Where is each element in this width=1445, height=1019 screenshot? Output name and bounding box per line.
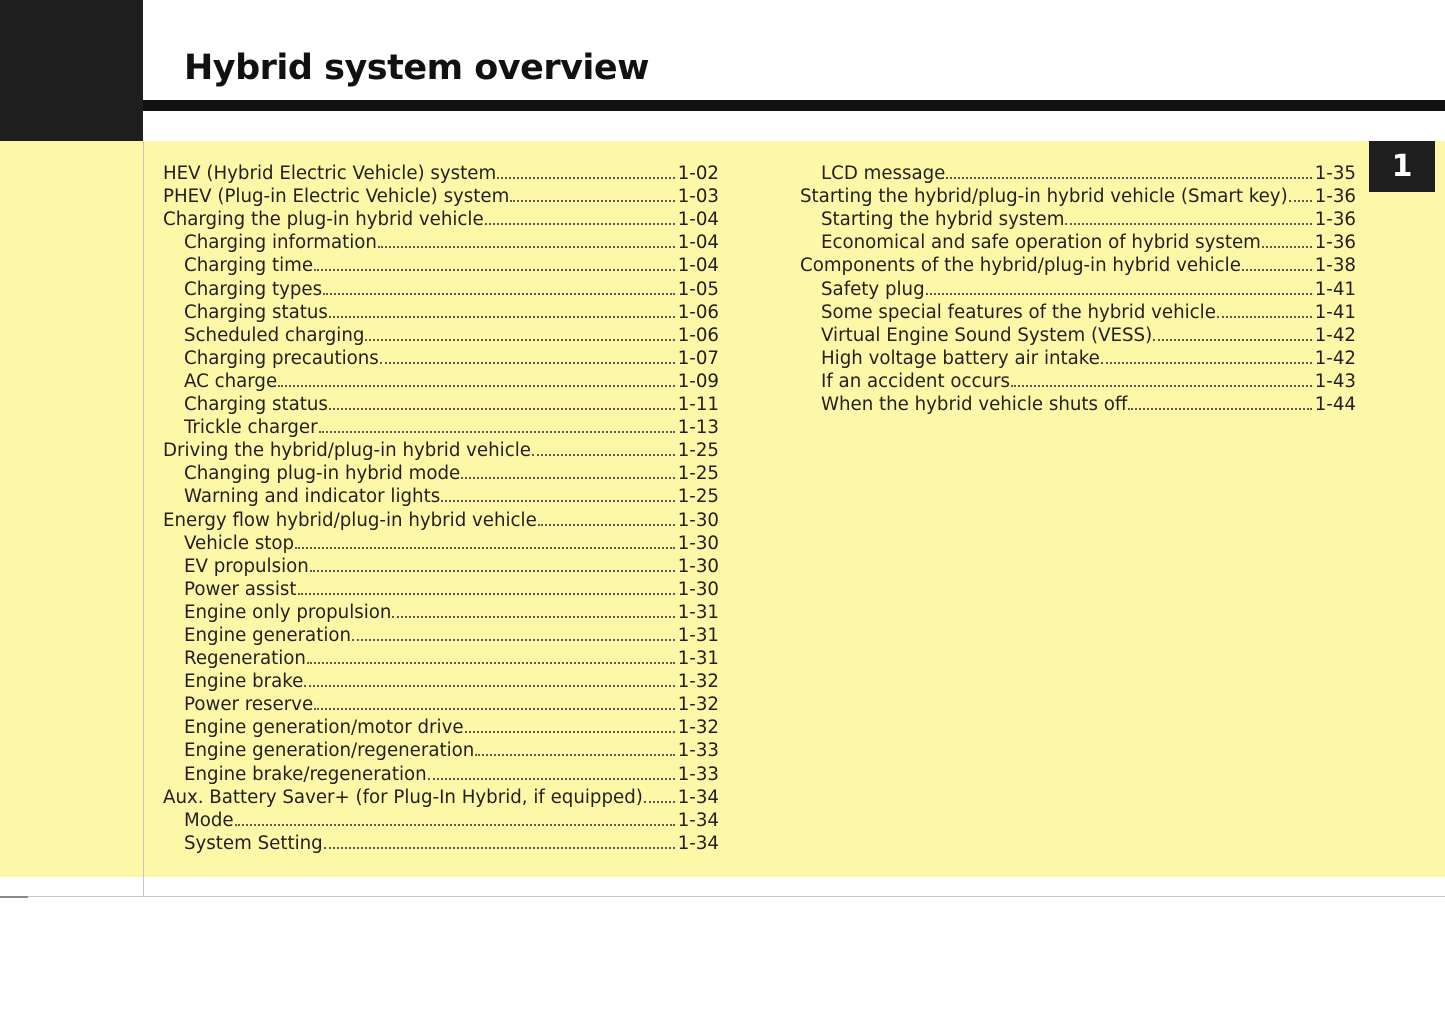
toc-entry-label: LCD message: [821, 163, 946, 185]
toc-entry-label: Regeneration: [184, 648, 306, 670]
toc-leader-dots: [1065, 222, 1311, 225]
toc-entry-page: 1-30: [677, 509, 719, 531]
toc-leader-dots: [298, 592, 675, 595]
toc-leader-dots: [380, 361, 675, 364]
toc-entry-label: Charging precautions: [184, 347, 379, 369]
toc-entry[interactable]: [163, 786, 719, 809]
toc-entry-page: 1-25: [677, 440, 719, 462]
toc-entry-page: 1-09: [677, 370, 719, 392]
toc-entry[interactable]: [163, 393, 719, 416]
toc-entry-page: 1-31: [677, 648, 719, 670]
toc-entry-page: 1-33: [677, 740, 719, 762]
toc-entry-label: Starting the hybrid system: [821, 209, 1065, 231]
toc-entry-page: 1-31: [677, 601, 719, 623]
toc-entry-page: 1-42: [1314, 324, 1356, 346]
toc-entry-page: 1-32: [677, 694, 719, 716]
toc-leader-dots: [329, 315, 675, 318]
toc-entry-page: 1-04: [677, 255, 719, 277]
toc-entry-page: 1-38: [1314, 255, 1356, 277]
toc-leader-dots: [497, 176, 675, 179]
toc-leader-dots: [1217, 315, 1312, 318]
toc-entry[interactable]: [163, 208, 719, 231]
toc-leader-dots: [538, 523, 675, 526]
toc-entry[interactable]: [800, 254, 1356, 277]
toc-entry-label: Components of the hybrid/plug-in hybrid vehicle: [800, 255, 1241, 277]
toc-entry[interactable]: [163, 601, 719, 624]
chapter-tab[interactable]: [1369, 141, 1435, 192]
toc-entry-label: Engine only propulsion: [184, 601, 392, 623]
toc-leader-dots: [314, 707, 675, 710]
toc-entry-label: EV propulsion: [184, 555, 309, 577]
toc-entry-label: Engine brake: [184, 671, 304, 693]
toc-entry-page: 1-32: [677, 717, 719, 739]
toc-leader-dots: [441, 499, 675, 502]
toc-entry-label: If an accident occurs: [821, 370, 1010, 392]
toc-leader-dots: [310, 569, 675, 572]
toc-entry-label: High voltage battery air intake: [821, 347, 1100, 369]
toc-leader-dots: [1101, 361, 1312, 364]
toc-entry-label: Safety plug: [821, 278, 925, 300]
toc-entry-page: 1-44: [1314, 394, 1356, 416]
toc-entry-page: 1-43: [1314, 370, 1356, 392]
toc-entry[interactable]: [800, 162, 1356, 185]
toc-entry-page: 1-36: [1314, 232, 1356, 254]
toc-leader-dots: [475, 753, 674, 756]
toc-leader-dots: [465, 730, 675, 733]
toc-entry[interactable]: [163, 185, 719, 208]
toc-entry[interactable]: [163, 670, 719, 693]
toc-entry-page: 1-33: [677, 763, 719, 785]
toc-entry-label: Scheduled charging: [184, 324, 365, 346]
toc-leader-dots: [378, 245, 675, 248]
toc-leader-dots: [1011, 384, 1312, 387]
toc-entry[interactable]: [163, 508, 719, 531]
page-title: Hybrid system overview: [184, 48, 650, 88]
toc-entry-page: 1-06: [677, 324, 719, 346]
toc-entry-label: Driving the hybrid/plug-in hybrid vehicle: [163, 440, 531, 462]
toc-entry-page: 1-05: [677, 278, 719, 300]
toc-entry-page: 1-41: [1314, 301, 1356, 323]
toc-entry-label: Engine brake/regeneration: [184, 763, 427, 785]
toc-entry-page: 1-30: [677, 532, 719, 554]
toc-entry-page: 1-25: [677, 486, 719, 508]
toc-leader-dots: [1242, 268, 1312, 271]
toc-leader-dots: [365, 338, 674, 341]
toc-entry-label: Starting the hybrid/plug-in hybrid vehicle (Smart key): [800, 186, 1288, 208]
toc-entry[interactable]: [800, 370, 1356, 393]
toc-entry[interactable]: [163, 762, 719, 785]
toc-entry[interactable]: [800, 347, 1356, 370]
toc-entry-label: AC charge: [184, 370, 278, 392]
toc-entry-page: 1-41: [1314, 278, 1356, 300]
toc-leader-dots: [314, 268, 675, 271]
toc-entry[interactable]: [163, 809, 719, 832]
toc-entry-label: Vehicle stop: [184, 532, 295, 554]
toc-leader-dots: [352, 638, 675, 641]
toc-entry[interactable]: [163, 624, 719, 647]
toc-entry-page: 1-07: [677, 347, 719, 369]
toc-leader-dots: [1289, 199, 1312, 202]
toc-entry-page: 1-04: [677, 232, 719, 254]
bottom-rule: [0, 896, 1445, 897]
toc-entry[interactable]: [163, 532, 719, 555]
toc-leader-dots: [510, 199, 674, 202]
toc-entry[interactable]: [163, 277, 719, 300]
toc-entry-label: System Setting: [184, 832, 323, 854]
toc-entry[interactable]: [163, 254, 719, 277]
toc-leader-dots: [319, 430, 675, 433]
toc-entry[interactable]: [163, 439, 719, 462]
toc-entry-label: HEV (Hybrid Electric Vehicle) system: [163, 163, 497, 185]
toc-entry-page: 1-35: [1314, 163, 1356, 185]
toc-entry-page: 1-34: [677, 786, 719, 808]
toc-entry-page: 1-30: [677, 578, 719, 600]
toc-entry-label: Mode: [184, 809, 234, 831]
corner-block: [0, 0, 143, 141]
toc-entry-label: Aux. Battery Saver+ (for Plug-In Hybrid, if equipped): [163, 786, 643, 808]
toc-leader-dots: [329, 407, 675, 410]
toc-entry-label: Charging status: [184, 394, 328, 416]
toc-entry-page: 1-02: [677, 163, 719, 185]
toc-entry-label: Charging time: [184, 255, 314, 277]
toc-entry-label: Engine generation/motor drive: [184, 717, 464, 739]
toc-entry-page: 1-31: [677, 624, 719, 646]
toc-entry[interactable]: [163, 716, 719, 739]
toc-entry-label: Charging information: [184, 232, 377, 254]
toc-column-right: [800, 162, 1356, 416]
toc-leader-dots: [304, 684, 674, 687]
toc-entry[interactable]: [163, 832, 719, 855]
toc-entry[interactable]: [800, 208, 1356, 231]
toc-entry-page: 1-34: [677, 832, 719, 854]
toc-entry[interactable]: [163, 324, 719, 347]
toc-leader-dots: [461, 476, 675, 479]
toc-leader-dots: [323, 292, 675, 295]
toc-leader-dots: [295, 546, 675, 549]
bottom-tick: [0, 896, 28, 898]
toc-entry-label: Charging types: [184, 278, 323, 300]
toc-entry[interactable]: [163, 647, 719, 670]
toc-entry-label: Charging status: [184, 301, 328, 323]
toc-entry-page: 1-36: [1314, 209, 1356, 231]
toc-leader-dots: [307, 661, 675, 664]
left-margin-rule: [143, 141, 144, 897]
toc-leader-dots: [235, 823, 675, 826]
chapter-number: 1: [1391, 149, 1413, 184]
toc-entry[interactable]: [800, 324, 1356, 347]
toc-entry-page: 1-32: [677, 671, 719, 693]
toc-entry[interactable]: [163, 578, 719, 601]
toc-entry-label: PHEV (Plug-in Electric Vehicle) system: [163, 186, 510, 208]
toc-entry[interactable]: [800, 277, 1356, 300]
toc-entry[interactable]: [800, 231, 1356, 254]
toc-entry-label: Engine generation/regeneration: [184, 740, 475, 762]
toc-entry[interactable]: [163, 693, 719, 716]
toc-entry-label: Engine generation: [184, 624, 352, 646]
toc-entry-page: 1-34: [677, 809, 719, 831]
toc-entry-label: When the hybrid vehicle shuts off: [821, 394, 1128, 416]
toc-entry[interactable]: [163, 347, 719, 370]
toc-entry[interactable]: [163, 301, 719, 324]
toc-entry-page: 1-42: [1314, 347, 1356, 369]
toc-entry-label: Warning and indicator lights: [184, 486, 441, 508]
toc-entry-label: Charging the plug-in hybrid vehicle: [163, 209, 484, 231]
toc-entry-label: Power assist: [184, 578, 297, 600]
toc-entry-page: 1-04: [677, 209, 719, 231]
toc-leader-dots: [1128, 407, 1311, 410]
toc-entry-label: Trickle charger: [184, 417, 318, 439]
toc-entry[interactable]: [163, 555, 719, 578]
toc-entry-page: 1-36: [1314, 186, 1356, 208]
toc-leader-dots: [428, 777, 675, 780]
toc-entry-page: 1-06: [677, 301, 719, 323]
toc-entry[interactable]: [163, 370, 719, 393]
toc-leader-dots: [946, 176, 1311, 179]
toc-entry[interactable]: [163, 162, 719, 185]
toc-entry[interactable]: [163, 231, 719, 254]
toc-entry[interactable]: [163, 485, 719, 508]
toc-leader-dots: [926, 292, 1312, 295]
toc-leader-dots: [324, 846, 675, 849]
toc-entry[interactable]: [800, 185, 1356, 208]
title-rule: [143, 100, 1445, 111]
chapter-tab-edge: [1435, 141, 1437, 192]
toc-leader-dots: [644, 800, 675, 803]
toc-entry-label: Energy flow hybrid/plug-in hybrid vehicle: [163, 509, 537, 531]
toc-leader-dots: [278, 384, 675, 387]
toc-leader-dots: [1153, 338, 1312, 341]
toc-entry-label: Changing plug-in hybrid mode: [184, 463, 461, 485]
toc-entry[interactable]: [800, 393, 1356, 416]
toc-entry[interactable]: [800, 301, 1356, 324]
toc-leader-dots: [1262, 245, 1312, 248]
toc-entry-label: Some special features of the hybrid vehicle: [821, 301, 1216, 323]
toc-entry[interactable]: [163, 462, 719, 485]
toc-entry-page: 1-03: [677, 186, 719, 208]
toc-leader-dots: [392, 615, 674, 618]
toc-entry[interactable]: [163, 739, 719, 762]
toc-leader-dots: [532, 453, 675, 456]
toc-column-left: [163, 162, 719, 855]
toc-entry-label: Economical and safe operation of hybrid system: [821, 232, 1261, 254]
toc-entry-page: 1-11: [677, 394, 719, 416]
toc-entry-label: Power reserve: [184, 694, 314, 716]
toc-entry[interactable]: [163, 416, 719, 439]
toc-entry-page: 1-30: [677, 555, 719, 577]
toc-entry-page: 1-13: [677, 417, 719, 439]
toc-entry-page: 1-25: [677, 463, 719, 485]
toc-entry-label: Virtual Engine Sound System (VESS): [821, 324, 1153, 346]
toc-leader-dots: [485, 222, 675, 225]
